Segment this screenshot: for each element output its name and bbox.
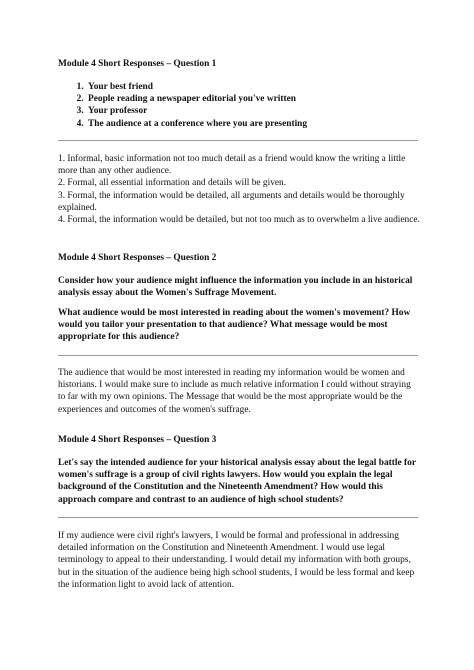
- q2-prompt-question: What audience would be most interested in reading about the women's movement? How would you tailor your presentation to that audience? What message would be most appropriate for this audience?: [58, 308, 411, 343]
- q3-prompt: Let's say the intended audience for your historical analysis essay about the legal battle for women's suffrage is a group of civil rights lawyers. How would you explain the legal background of the Constitution and the Nineteenth Amendment? How would this approach compare and contrast to an audience of high school students?: [58, 458, 416, 505]
- q1-item-list: [58, 81, 420, 130]
- q2-prompt-context: Consider how your audience might influence the information you include in an historical analysis essay about the Women's Suffrage Movement.: [58, 276, 413, 299]
- q1-answers: [58, 153, 420, 226]
- list-item: 3. Your professor: [86, 105, 420, 117]
- divider: [58, 355, 418, 356]
- list-item: 4. The audience at a conference where you are presenting: [86, 118, 420, 130]
- q3-answer: If my audience were civil right's lawyers, I would be formal and professional in addressing detailed information on the Constitution and Nineteenth Amendment. I would use legal terminology to appeal to their understanding. I would detail my information with both groups, but in the situation of the audience being high school students, I would be less formal and keep the information light to avoid lack of attention.: [58, 531, 415, 590]
- q3-title: Module 4 Short Responses – Question 3: [58, 435, 217, 445]
- list-item: 2. People reading a newspaper editorial you've written: [86, 93, 420, 105]
- answer-line: 4. Formal, the information would be detailed, but not too much as to overwhelm a live audience.: [58, 215, 420, 226]
- q1-title: Module 4 Short Responses – Question 1: [58, 59, 217, 69]
- answer-line: 1. Informal, basic information not too much detail as a friend would know the writing a little more than any other audience.: [58, 154, 406, 177]
- divider: [58, 517, 418, 518]
- answer-line: 3. Formal, the information would be detailed, all arguments and details would be thoroughly explained.: [58, 190, 405, 213]
- q2-title: Module 4 Short Responses – Question 2: [58, 253, 217, 263]
- divider: [58, 140, 418, 141]
- list-item: 1. Your best friend: [86, 81, 420, 93]
- q2-answer: The audience that would be most interested in reading my information would be women and historians. I would make sure to include as much relative information I could without straying to far with my own opinions. The Message that would be the most appropriate would be the experiences and outcomes of the women's suffrage.: [58, 368, 411, 415]
- answer-line: 2. Formal, all essential information and details will be given.: [58, 178, 287, 189]
